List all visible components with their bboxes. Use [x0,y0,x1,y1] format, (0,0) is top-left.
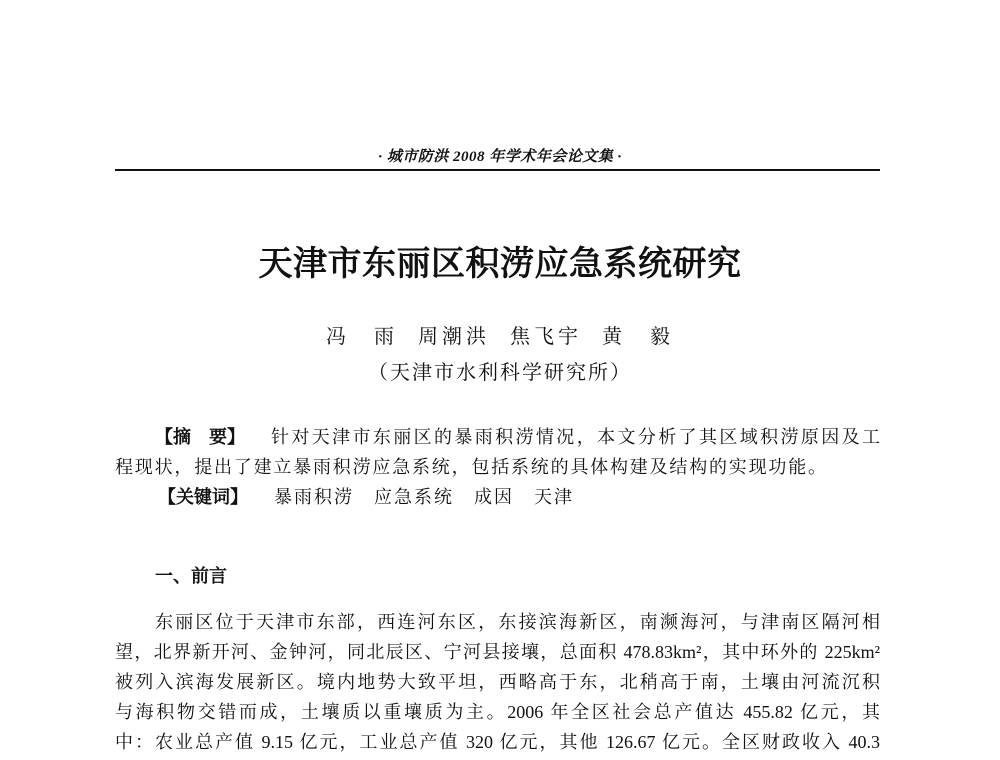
abstract-label: 【摘 要】 [155,427,245,447]
body-text-line: 中：农业总产值 9.15 亿元，工业总产值 320 亿元，其他 126.67 亿元。全区财政收入 40.3 [115,732,880,752]
abstract-line [155,422,880,452]
paper-title: 天津市东丽区积涝应急系统研究 [258,246,742,283]
keywords-line [158,482,594,512]
author-name: 黄 毅 [602,326,674,348]
affiliation: （天津市水利科学研究所） [368,362,632,384]
author-name: 周潮洪 [418,326,490,348]
header-rule [115,169,880,171]
keywords-label: 【关键词】 [158,487,248,507]
body-text-line: 与海积物交错而成，土壤质以重壤质为主。2006 年全区社会总产值达 455.82 亿元，其 [115,702,880,722]
body-text-line: 被列入滨海发展新区。境内地势大致平坦，西略高于东，北稍高于南，土壤由河流沉积 [115,672,880,692]
body-text-line: 望，北界新开河、金钟河，同北辰区、宁河县接壤，总面积 478.83km²，其中环外的 225km² [115,642,880,662]
author-name: 冯 雨 [326,326,398,348]
keyword: 应急系统 [374,487,454,507]
author-list [0,322,1000,352]
keyword: 成因 [474,487,514,507]
author-name: 焦飞宇 [510,326,582,348]
abstract-text: 针对天津市东丽区的暴雨积涝情况，本文分析了其区域积涝原因及工 [271,427,880,447]
keyword: 暴雨积涝 [274,487,354,507]
body-text-line: 东丽区位于天津市东部，西连河东区，东接滨海新区，南濒海河，与津南区隔河相 [155,612,880,632]
keyword: 天津 [534,487,574,507]
running-header: · 城市防洪 2008 年学术年会论文集 · [378,149,622,165]
section-heading: 一、前言 [155,566,227,587]
abstract-text: 程现状，提出了建立暴雨积涝应急系统，包括系统的具体构建及结构的实现功能。 [115,457,828,477]
